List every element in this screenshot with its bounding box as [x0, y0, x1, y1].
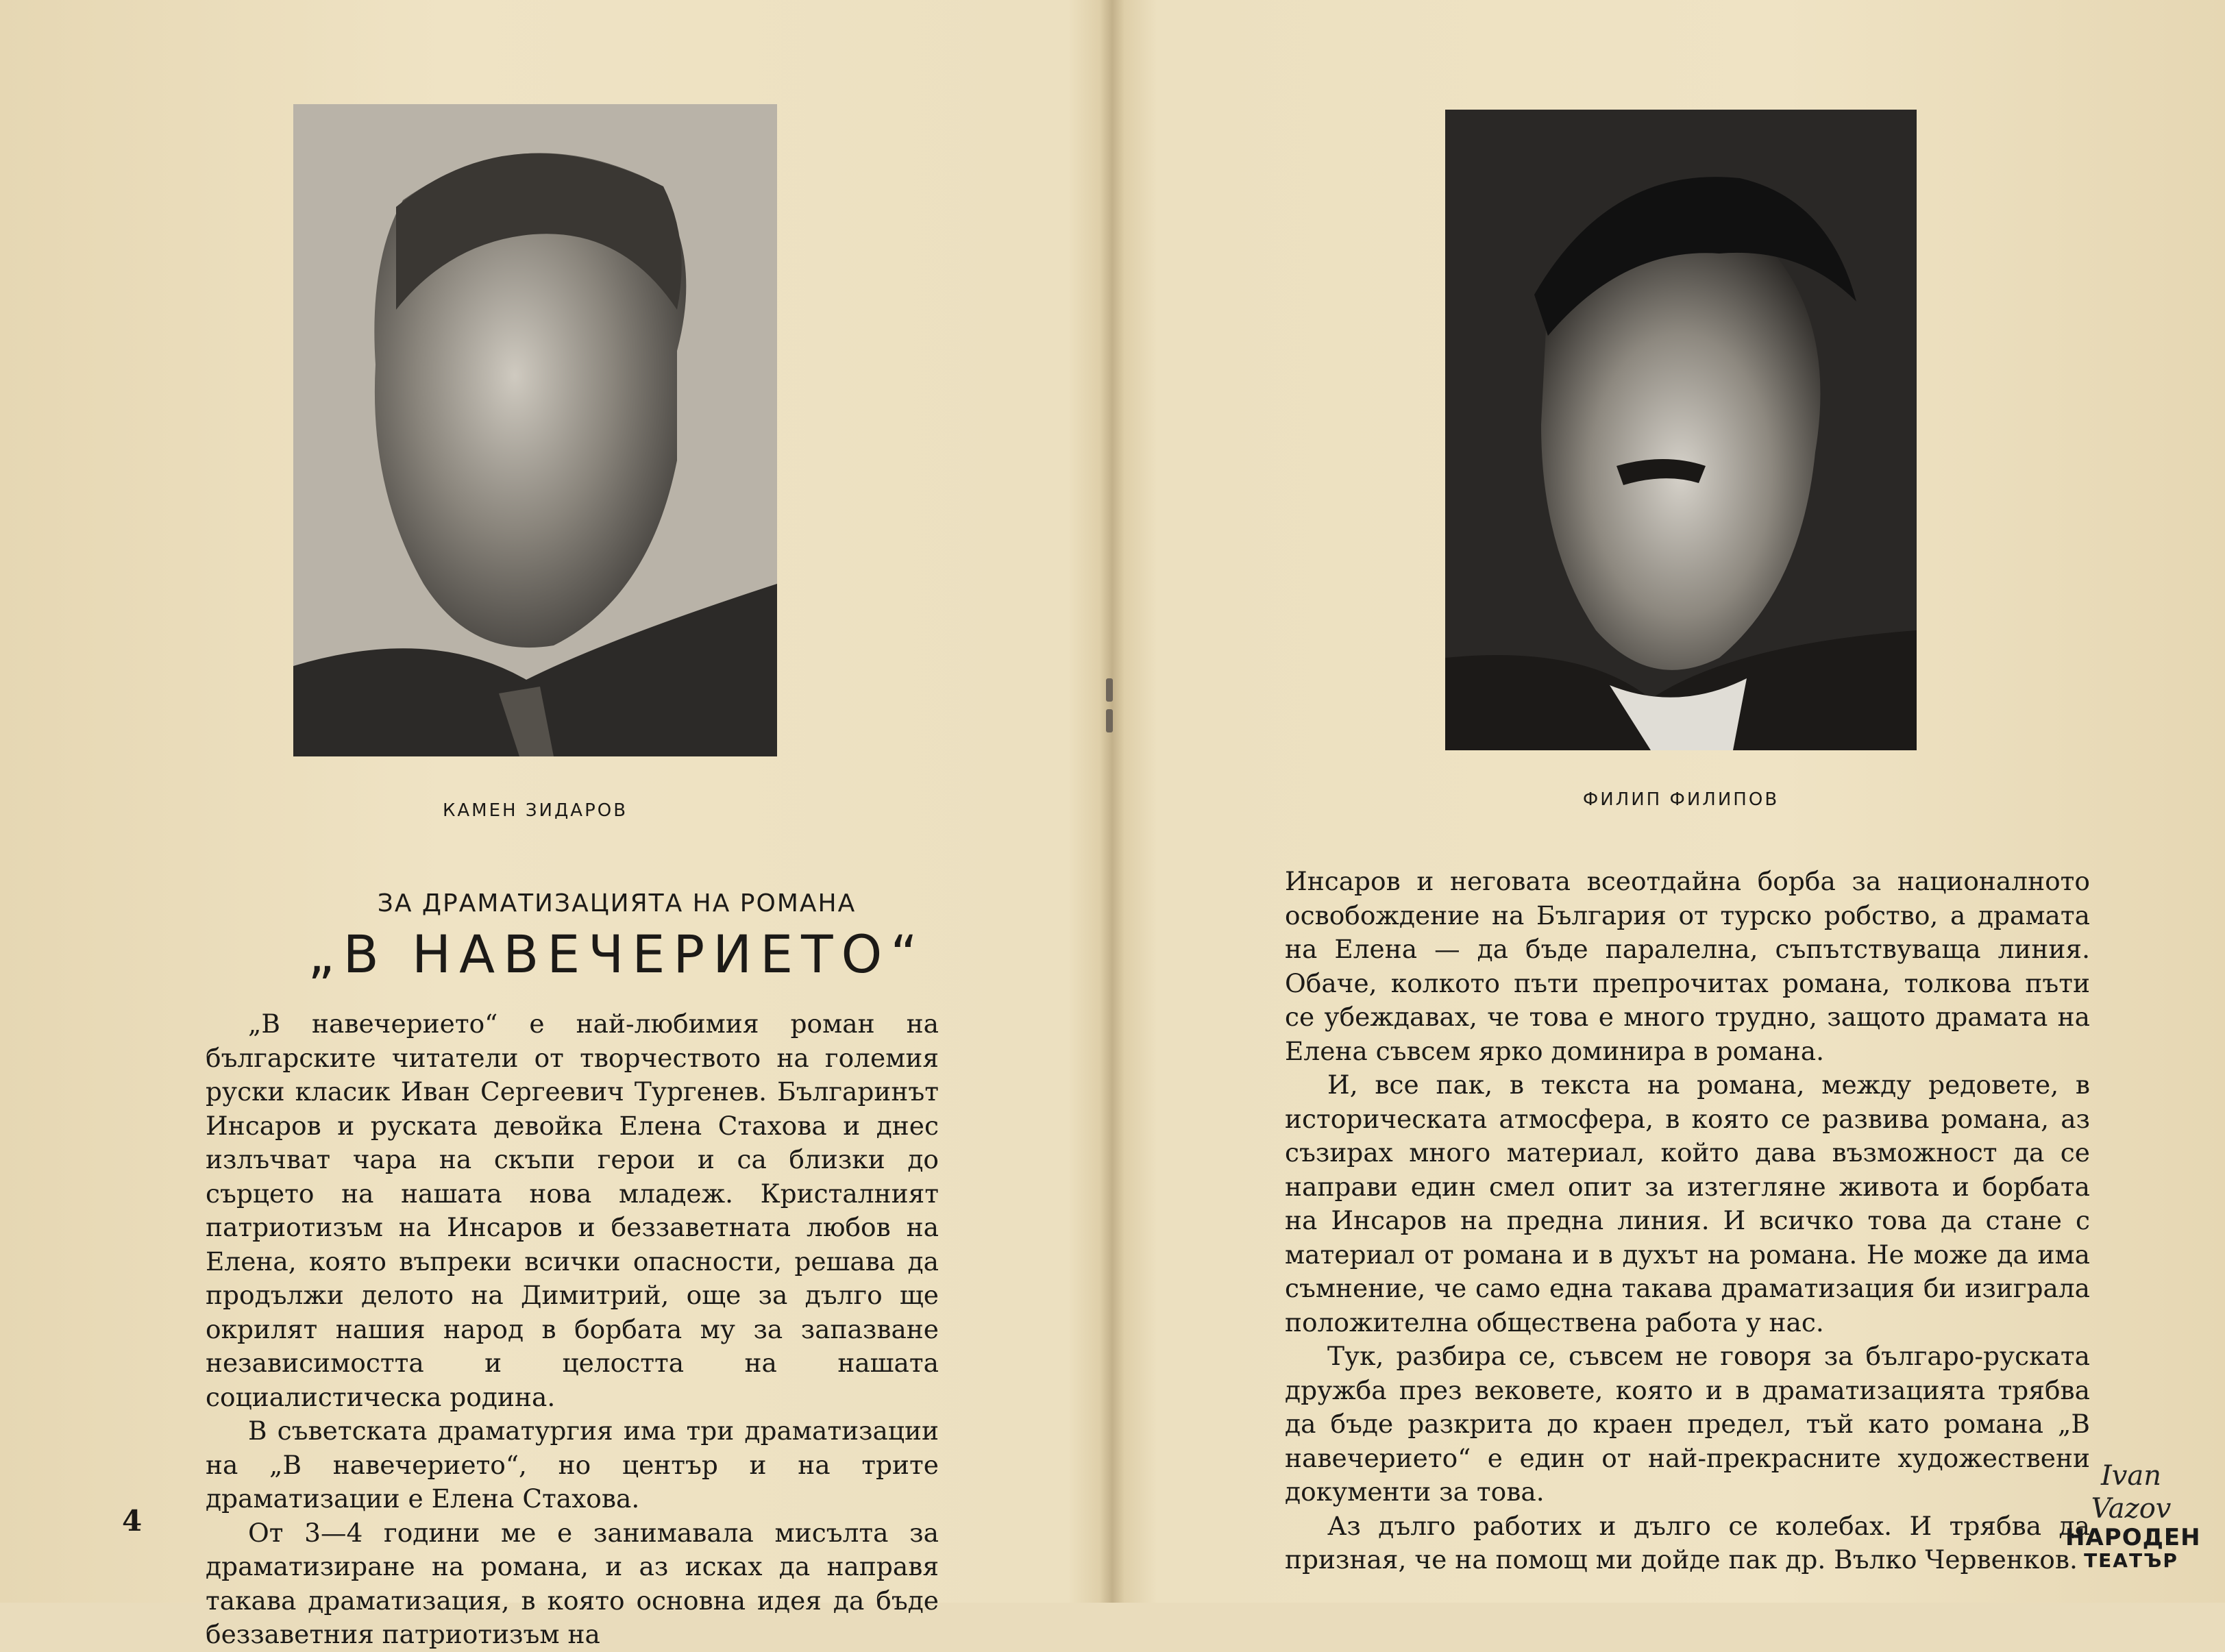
staple	[1106, 709, 1113, 732]
paragraph: Тук, разбира се, съвсем не говоря за българо-руската дружба през вековете, която и в драматизацията трябва да бъде разкрита до краен предел, тъй като романа „В навечерието“ е един от най-прекрасните художествени документи за това.	[1285, 1341, 2090, 1507]
paragraph: Аз дълго работих и дълго се колебах. И трябва да призная, че на помощ ми дойде пак др. Вълко Червенков.	[1285, 1510, 2090, 1575]
staple	[1106, 678, 1113, 702]
right-text-column	[1285, 865, 2090, 1577]
page-number: 4	[122, 1504, 143, 1538]
portrait-caption-left: КАМЕН ЗИДАРОВ	[442, 800, 628, 821]
logo-word-teatar: ТЕАТЪР	[2084, 1549, 2178, 1572]
center-fold	[1100, 0, 1124, 1603]
logo-signature: Ivan Vazov	[2091, 1460, 2172, 1525]
portrait-caption-right: ФИЛИП ФИЛИПОВ	[1582, 789, 1780, 810]
article-title: „В НАВЕЧЕРИЕТО“	[308, 924, 926, 985]
left-text-column	[206, 1007, 939, 1652]
portrait-photo-left	[293, 104, 777, 756]
paragraph: И, все пак, в текста на романа, между редовете, в историческата атмосфера, в която се развива романа, аз съзирах много материал, който дава възможност да се направи един смел опит за изтегляне живота и борбата на Инсаров на предна линия. И всичко това да стане с материал от романа и в духът на романа. Не може да има съмнение, че само една такава драматизация би изиграла положителна обществена работа у нас.	[1285, 1070, 2090, 1337]
paragraph: От 3—4 години ме е занимавала мисълта за драматизиране на романа, и аз исках да направя такава драматизация, в която основна идея да бъде беззаветния патриотизъм на	[206, 1517, 939, 1649]
article-subtitle: ЗА ДРАМАТИЗАЦИЯТА НА РОМАНА	[377, 889, 857, 917]
national-theatre-logo	[2065, 1459, 2201, 1596]
paragraph: В съветската драматургия има три драматизации на „В навечерието“, но център и на трите драматизации е Елена Стахова.	[206, 1416, 939, 1514]
logo-word-naroden: НАРОДЕН	[2065, 1524, 2201, 1551]
paragraph: Инсаров и неговата всеотдайна борба за националното освобождение на България от турско робство, а драмата на Елена — да бъде паралелна, съпътствуваща линия. Обаче, колкото пъти препрочитах романа, толкова пъти се убеждавах, че това е много трудно, защото драмата на Елена съвсем ярко доминира в романа.	[1285, 866, 2090, 1066]
paragraph: „В навечерието“ е най-любимия роман на българските читатели от творчеството на големия руски класик Иван Сергеевич Тургенев. Българинът Инсаров и руската девойка Елена Стахова и днес излъчват чара на скъпи герои и са близки до сърцето на нашата нова младеж. Кристалният патриотизъм на Инсаров и беззаветната любов на Елена, която въпреки всички опасности, решава да продължи делото на Димитрий, още за дълго ще окрилят нашия народ в борбата му за запазване независимостта и целостта на нашата социалистическа родина.	[206, 1009, 939, 1412]
portrait-photo-right	[1445, 110, 1917, 750]
